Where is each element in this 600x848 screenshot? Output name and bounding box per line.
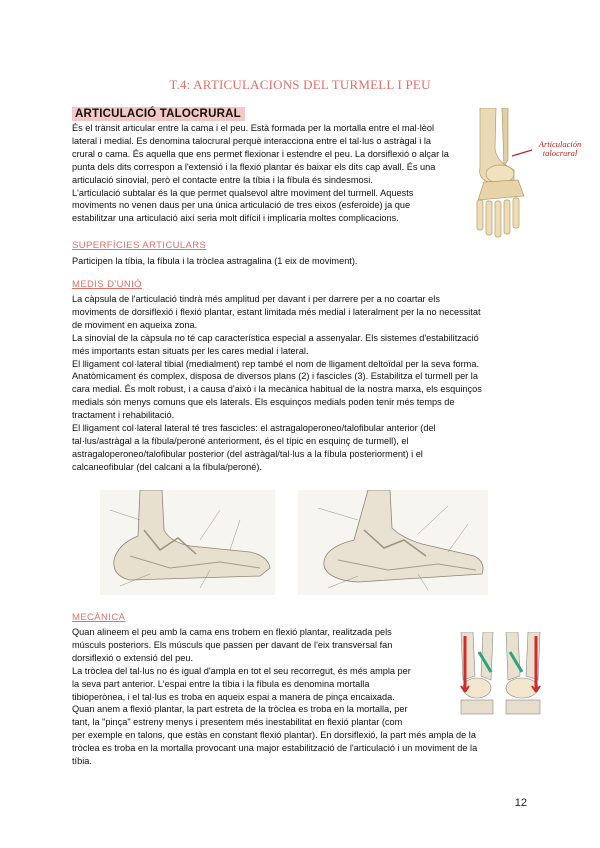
mechanics-figure-left (457, 632, 497, 720)
mortise-dorsiflexion-illustration (500, 632, 544, 720)
figure-label-line: Articulación (538, 139, 582, 149)
text-line: tal·lus/astràgal a la fíbula/peroné anteriorment, és el típic en esquinç de turmell), el (72, 435, 409, 446)
text-line: tíbia. (72, 756, 92, 767)
text-line: El lligament col·lateral tibial (medialment) rep també el nom de lligament deltoïdal per la seva forma. (72, 358, 479, 369)
text-line: astragaloperoneo/talofibular posterior (del astràgal/tal·lus a la fíbula posteriorment) i el (72, 448, 423, 459)
talocrural-figure (470, 108, 530, 240)
section-heading-talocrural: ARTICULACIÓ TALOCRURAL (72, 107, 245, 121)
text-line: tibioperònea, i el tal·lus es troba en aqueix espai a manera de pinça encaixada. (72, 691, 395, 702)
text-line: lateral i medial. Es denomina talocrural perquè interacciona entre el tal·lus o astràgal i la (72, 135, 432, 146)
text-line: Anatòmicament és complex, disposa de diversos plans (2) i fascicles (3). Estabilitza el turmell per la (72, 371, 478, 382)
mechanics-figure-right (500, 632, 544, 720)
text-line: El lligament col·lateral lateral té tres fascicles: el astragaloperoneo/talofibular anterior (del (72, 423, 436, 434)
paragraph-surfaces (72, 255, 512, 268)
text-line: de moviment en aqueixa zona. (72, 319, 198, 330)
text-line: Participen la tíbia, la fíbula i la tròclea astragalina (1 eix de moviment). (72, 256, 358, 266)
text-line: tractament i rehabilitació. (72, 410, 175, 421)
paragraph-medis (72, 293, 532, 474)
text-line: més importants estan situats per les cares medial i lateral. (72, 345, 309, 356)
text-line: cara medial. És molt robust, i a causa d'això i la mecànica habitual de la nostra marxa, els esquinços (72, 384, 482, 395)
text-line: calcaneofibular (del calcani a la fíbula/peroné). (72, 461, 262, 472)
text-line: Quan alineem el peu amb la cama ens trobem en flexió plantar, realitzada pels (72, 627, 392, 637)
text-line: La tròclea del tal·lus no és igual d'ampla en tot el seu recorregut, és més ampla per (72, 665, 411, 676)
text-line: tròclea es troba en la mortalla provocant una major estabilització de l'articulació i un moviment de la (72, 743, 478, 754)
text-line: la seva part anterior. L'espai entre la tíbia i la fíbula es denomina mortalla (72, 678, 370, 689)
page-number: 12 (514, 797, 527, 809)
medial-ankle-ligaments-illustration (100, 490, 275, 595)
figure-label-talocrural (530, 140, 590, 158)
text-line: crural o cama. És aquella que ens permet flexionar i estendre el peu. La dorsiflexió o alçar la (72, 148, 449, 159)
section-heading-surfaces: SUPERFÍCIES ARTICULARS (72, 240, 207, 251)
text-line: músculs posteriors. Els músculs que passen per davant de l'eix transversal fan (72, 639, 393, 650)
text-line: punta dels dits correspon a l'extensió i la flexió plantar és baixar els dits cap avall. És una (72, 161, 436, 172)
text-line: medials són menys comuns que els laterals. Els esquinços medials poden tenir més temps de (72, 397, 455, 408)
text-line: La sinovial de la càpsula no té cap característica especial a assenyalar. Els sistemes d'estabilització (72, 332, 479, 343)
text-line: tant, la "pinça" estreny menys i presentem més inestabilitat en flexió plantar (com (72, 717, 403, 728)
section-heading-mecanica: MECÀNICA (72, 612, 126, 623)
lateral-ankle-ligaments-illustration (298, 490, 488, 595)
pointer-arrow-icon (510, 146, 532, 160)
text-line: per exemple en talons, que estàs en constant flexió plantar). En dorsiflexió, la part més ampla de la (72, 730, 476, 741)
text-line: moviments no venen daus per una única articulació de tres eixos (esferoide) ja que (72, 200, 411, 211)
text-line: La càpsula de l'articulació tindrà més amplitud per davant i per darrere per a no coartar els (72, 294, 440, 304)
lateral-ligament-figure (298, 490, 488, 595)
text-line: articulació sinovial, però el contacte entre la tíbia i la fíbula és sindesmosi. (72, 174, 373, 185)
figure-label-line: talocrural (542, 148, 578, 158)
ankle-bones-illustration (470, 108, 530, 240)
section-heading-medis: MEDIS D'UNIÓ (72, 279, 142, 290)
text-line: És el trànsit articular entre la cama i el peu. Està formada per la mortalla entre el mal·lèol (72, 123, 435, 133)
mortise-plantarflexion-illustration (457, 632, 497, 720)
text-line: Quan anem a flexió plantar, la part estreta de la tròclea es troba en la mortalla, per (72, 704, 408, 715)
paragraph-talocrural (72, 122, 492, 225)
page-title: T.4: ARTICULACIONS DEL TURMELL I PEU (169, 77, 431, 92)
text-line: moviments de dorsiflexió i flexió plantar, estant limitada més medial i lateralment per la no necessitat (72, 306, 481, 317)
text-line: estabilitzar una articulació així seria molt difícil i implicaria moltes complicacions. (72, 213, 399, 224)
text-line: dorsiflexió o extensió del peu. (72, 652, 194, 663)
medial-ligament-figure (100, 490, 275, 595)
text-line: L'articulació subtalar és la que permet qualsevol altre moviment del turmell. Aquests (72, 187, 414, 198)
